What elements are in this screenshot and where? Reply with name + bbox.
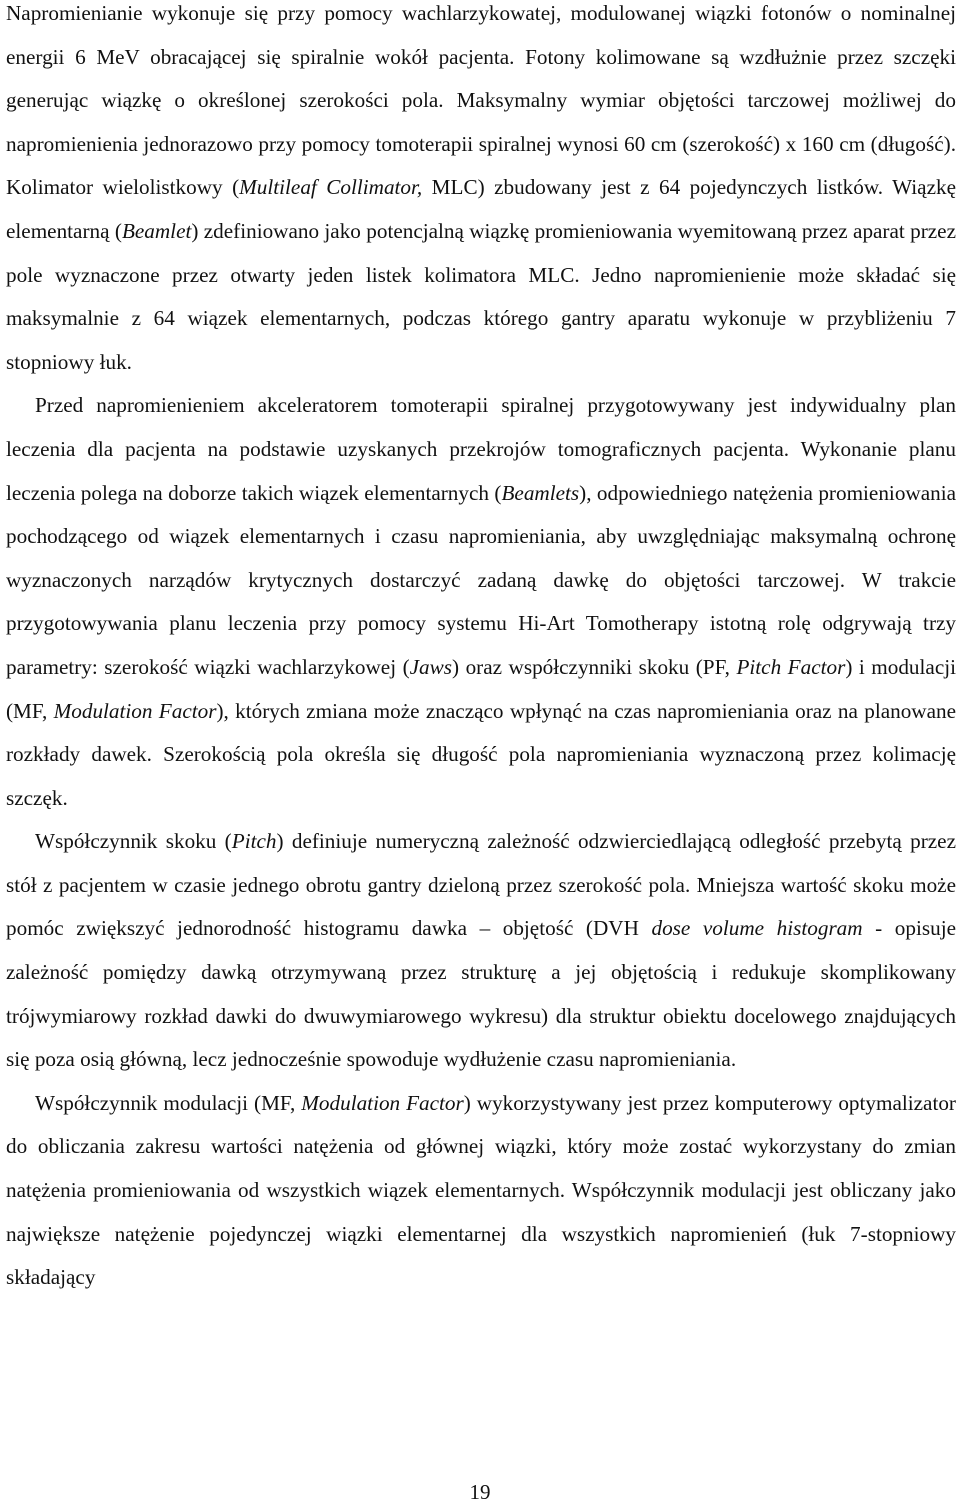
paragraph-4-text: ) wykorzystywany jest przez komputerowy optymalizator do obliczania zakresu wartości natężenia od głównej wiązki, który może zostać wykorzystany do zmian natężenia promieniowania od wszystkich wiązek elementarnych. Współczynnik modulacji jest obliczany jako największe natężenie pojedynczej wiązki elementarnej dla wszystkich napromienień (łuk 7-stopniowy składający (6, 1090, 956, 1290)
paragraph-2 (6, 384, 956, 820)
paragraph-1-text: MLC) zbudowany jest z 64 pojedynczych listków. Wiązkę elementarną ( (6, 175, 956, 243)
paragraph-3 (6, 820, 956, 1082)
paragraph-1-term-multileaf-collimator: Multileaf Collimator, (239, 175, 423, 200)
page-number: 19 (469, 1480, 491, 1504)
paragraph-3-text: ) definiuje numeryczną zależność odzwierciedlającą odległość przebytą przez stół z pacjentem w czasie jednego obrotu gantry dzieloną przez szerokość pola. Mniejsza wartość skoku może pomóc zwiększyć jednorodność histogramu dawka – objętość (DVH (6, 829, 956, 941)
paragraph-2-text: ), odpowiedniego natężenia promieniowania pochodzącego od wiązek elementarnych i czasu napromieniania, aby uwzględniając maksymalną ochronę wyznaczonych narządów krytycznych dostarczyć zadaną dawkę do objętości tarczowej. W trakcie przygotowywania planu leczenia przy pomocy systemu Hi-Art Tomotherapy istotną rolę odgrywają trzy parametry: szerokość wiązki wachlarzykowej ( (6, 480, 956, 679)
paragraph-3-term-dose-volume-histogram: dose volume histogram (651, 916, 863, 941)
paragraph-2-term-beamlets: Beamlets (501, 480, 580, 505)
paragraph-1-text: Napromienianie wykonuje się przy pomocy wachlarzykowatej, modulowanej wiązki fotonów o nominalnej energii 6 MeV obracającej się spiralnie wokół pacjenta. Fotony kolimowane są wzdłużnie przez szczęki generując wiązkę o określonej szerokości pola. Maksymalny wymiar objętości tarczowej możliwej do napromienienia jednorazowo przy pomocy tomoterapii spiralnej wynosi 60 cm (szerokość) x 160 cm (długość). Kolimator wielolistkowy ( (6, 1, 956, 200)
paragraph-2-text: ), których zmiana może znacząco wpłynąć na czas napromieniania oraz na planowane rozkłady dawek. Szerokością pola określa się długość pola napromieniania wyznaczoną przez kolimację szczęk. (6, 698, 956, 810)
paragraph-2-term-pitch-factor: Pitch Factor (736, 654, 846, 679)
paragraph-2-text: Przed napromienieniem akceleratorem tomoterapii spiralnej przygotowywany jest indywidualny plan leczenia dla pacjenta na podstawie uzyskanych przekrojów tomograficznych pacjenta. Wykonanie planu leczenia polega na doborze takich wiązek elementarnych ( (6, 393, 956, 505)
paragraph-2-term-jaws: Jaws (409, 654, 453, 679)
paragraph-4 (6, 1082, 956, 1300)
paragraph-1-term-beamlet: Beamlet (121, 218, 192, 243)
paragraph-1 (6, 0, 956, 384)
paragraph-2-text: ) oraz współczynniki skoku (PF, (452, 654, 737, 679)
paragraph-4-text: Współczynnik modulacji (MF, (35, 1090, 302, 1115)
document-page (6, 0, 956, 1300)
paragraph-2-term-modulation-factor: Modulation Factor (53, 698, 217, 723)
paragraph-1-text: ) zdefiniowano jako potencjalną wiązkę promieniowania wyemitowaną przez aparat przez pole wyznaczone przez otwarty jeden listek kolimatora MLC. Jedno napromienienie może składać się maksymalnie z 64 wiązek elementarnych, podczas którego gantry aparatu wykonuje w przybliżeniu 7 stopniowy łuk. (6, 218, 956, 374)
paragraph-3-term-pitch: Pitch (231, 829, 277, 854)
paragraph-3-text: - opisuje zależność pomiędzy dawką otrzymywaną przez strukturę a jej objętością i redukuje skomplikowany trójwymiarowy rozkład dawki do dwuwymiarowego wykresu) dla struktur obiektu docelowego znajdujących się poza osią główną, lecz jednocześnie spowoduje wydłużenie czasu napromieniania. (6, 916, 957, 1072)
paragraph-2-text: ) i modulacji (MF, (6, 654, 956, 723)
paragraph-3-text: Współczynnik skoku ( (35, 829, 232, 854)
paragraph-4-term-modulation-factor: Modulation Factor (301, 1090, 464, 1115)
